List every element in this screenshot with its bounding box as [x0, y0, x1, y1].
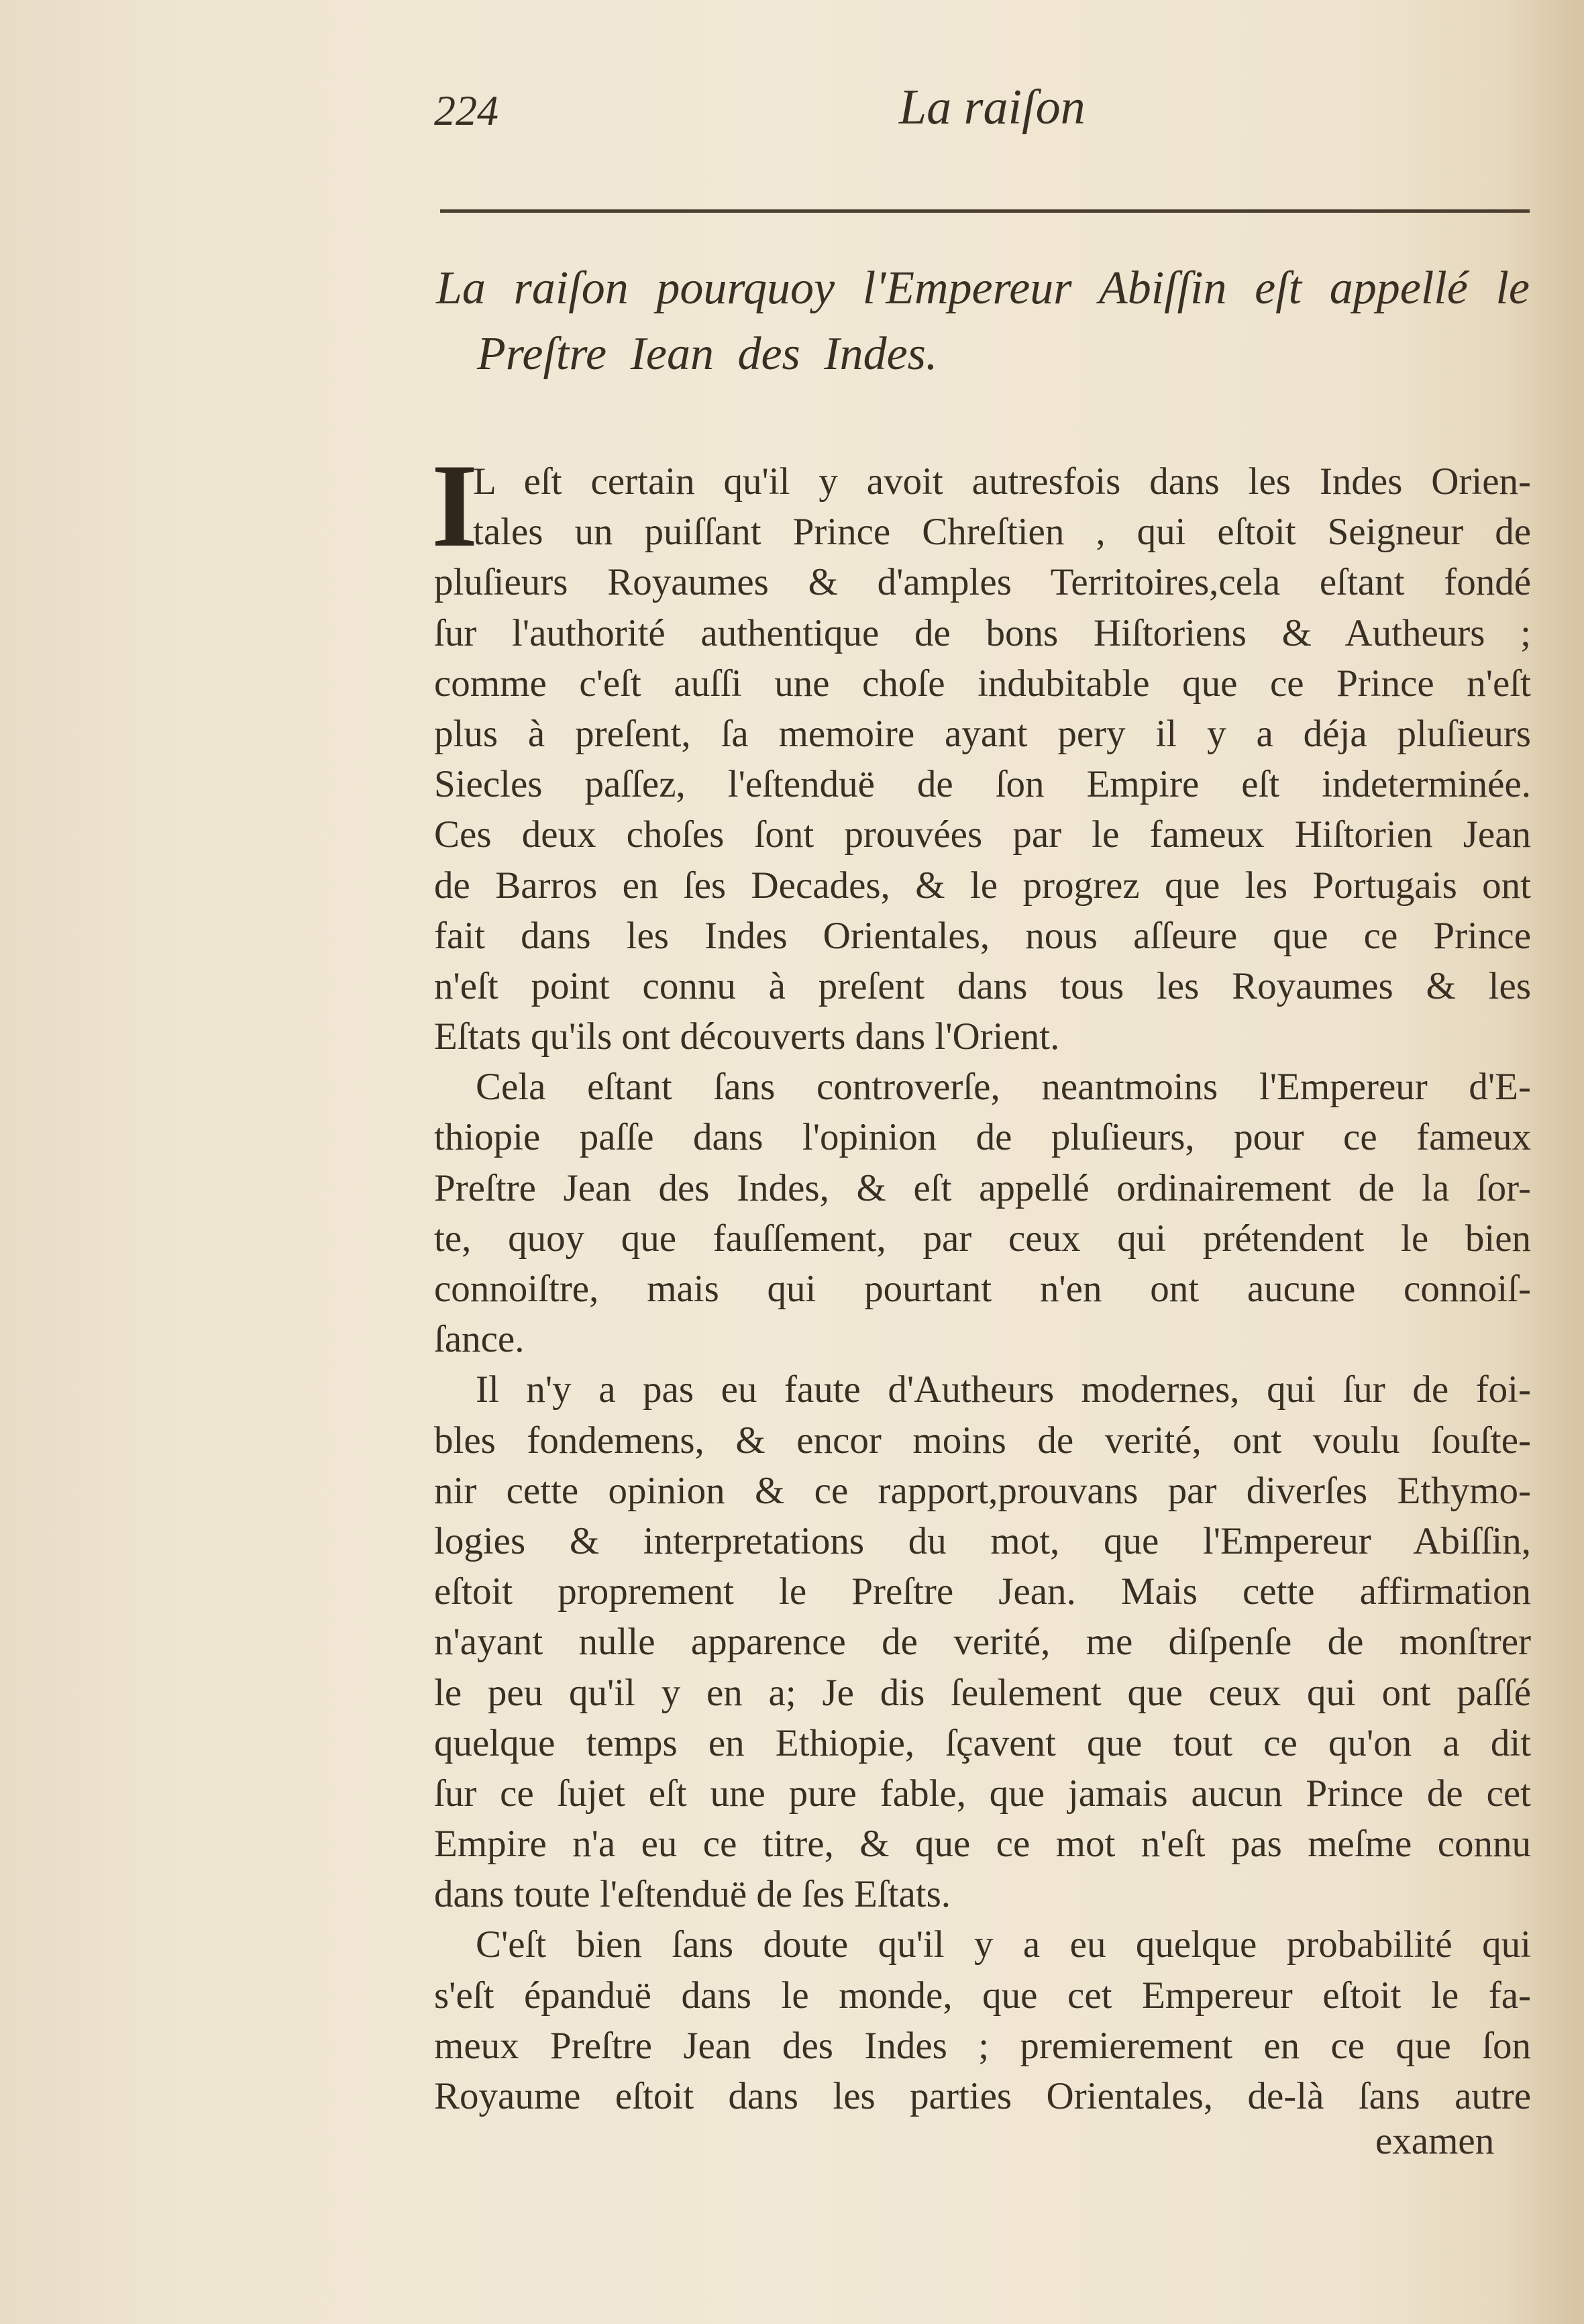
text-line: Il n'y a pas eu faute d'Autheurs modernes, qui ſur de foi- [476, 1368, 1531, 1411]
text-line: quelque temps en Ethiopie, ſçavent que tout ce qu'on a dit [434, 1721, 1531, 1764]
text-line: ſance. [434, 1318, 525, 1361]
text-line: Cela eſtant ſans controverſe, neantmoins l'Empereur d'E- [476, 1066, 1531, 1109]
text-line: dans toute l'eſtenduë de ſes Eſtats. [434, 1873, 951, 1916]
text-line: Ces deux choſes ſont prouvées par le fameux Hiſtorien Jean [434, 813, 1531, 856]
text-line: ſur l'authorité authentique de bons Hiſtoriens & Autheurs ; [434, 611, 1531, 654]
text-line: nir cette opinion & ce rapport,prouvans par diverſes Ethymo- [434, 1469, 1531, 1512]
chapter-title-line-2: Preſtre Iean des Indes. [477, 328, 938, 380]
page-number: 224 [434, 87, 498, 134]
text-line: bles fondemens, & encor moins de verité, ont voulu ſouſte- [434, 1419, 1531, 1462]
text-line: s'eſt épanduë dans le monde, que cet Empereur eſtoit le fa- [434, 1974, 1531, 2017]
text-line: meux Preſtre Jean des Indes ; premierement en ce que ſon [434, 2024, 1531, 2067]
text-line: Eſtats qu'ils ont découverts dans l'Orient. [434, 1015, 1060, 1058]
header-rule [440, 209, 1530, 213]
text-line: comme c'eſt auſſi une choſe indubitable que ce Prince n'eſt [434, 662, 1531, 705]
body-text [434, 456, 1531, 2121]
text-line: tales un puiſſant Prince Chreſtien , qui eſtoit Seigneur de [473, 511, 1531, 554]
text-line: Royaume eſtoit dans les parties Orientales, de-là ſans autre [434, 2075, 1531, 2117]
text-line: de Barros en ſes Decades, & le progrez que les Portugais ont [434, 864, 1531, 907]
text-line: n'ayant nulle apparence de verité, me diſpenſe de monſtrer [434, 1621, 1531, 1664]
text-line: Empire n'a eu ce titre, & que ce mot n'eſt pas meſme connu [434, 1823, 1531, 1866]
text-line: n'eſt point connu à preſent dans tous les Royaumes & les [434, 964, 1531, 1007]
text-line: ſur ce ſujet eſt une pure fable, que jamais aucun Prince de cet [434, 1772, 1531, 1815]
catchword: examen [1375, 2120, 1495, 2162]
text-line: C'eſt bien ſans doute qu'il y a eu quelque probabilité qui [476, 1923, 1531, 1966]
drop-cap: I [431, 439, 478, 572]
text-line: fait dans les Indes Orientales, nous aſſeure que ce Prince [434, 914, 1531, 957]
text-line: logies & interpretations du mot, que l'Empereur Abiſſin, [434, 1519, 1531, 1562]
text-line: Preſtre Jean des Indes, & eſt appellé ordinairement de la ſor- [434, 1166, 1531, 1209]
text-line: le peu qu'il y en a; Je dis ſeulement que ceux qui ont paſſé [434, 1671, 1531, 1714]
running-head: La raiſon [899, 80, 1086, 135]
text-line: pluſieurs Royaumes & d'amples Territoires,cela eſtant fondé [434, 561, 1531, 604]
text-line: Siecles paſſez, l'eſtenduë de ſon Empire eſt indeterminée. [434, 763, 1531, 806]
text-line: connoiſtre, mais qui pourtant n'en ont aucune connoiſ- [434, 1268, 1531, 1310]
text-line: eſtoit proprement le Preſtre Jean. Mais cette affirmation [434, 1570, 1531, 1613]
chapter-title-line-1: La raiſon pourquoy l'Empereur Abiſſin eſt appellé le [436, 262, 1530, 314]
text-line: te, quoy que fauſſement, par ceux qui prétendent le bien [434, 1217, 1531, 1260]
text-line: L eſt certain qu'il y avoit autresfois dans les Indes Orien- [473, 460, 1531, 503]
text-line: thiopie paſſe dans l'opinion de pluſieurs, pour ce fameux [434, 1116, 1531, 1159]
text-line: plus à preſent, ſa memoire ayant pery il y a déja pluſieurs [434, 712, 1531, 755]
